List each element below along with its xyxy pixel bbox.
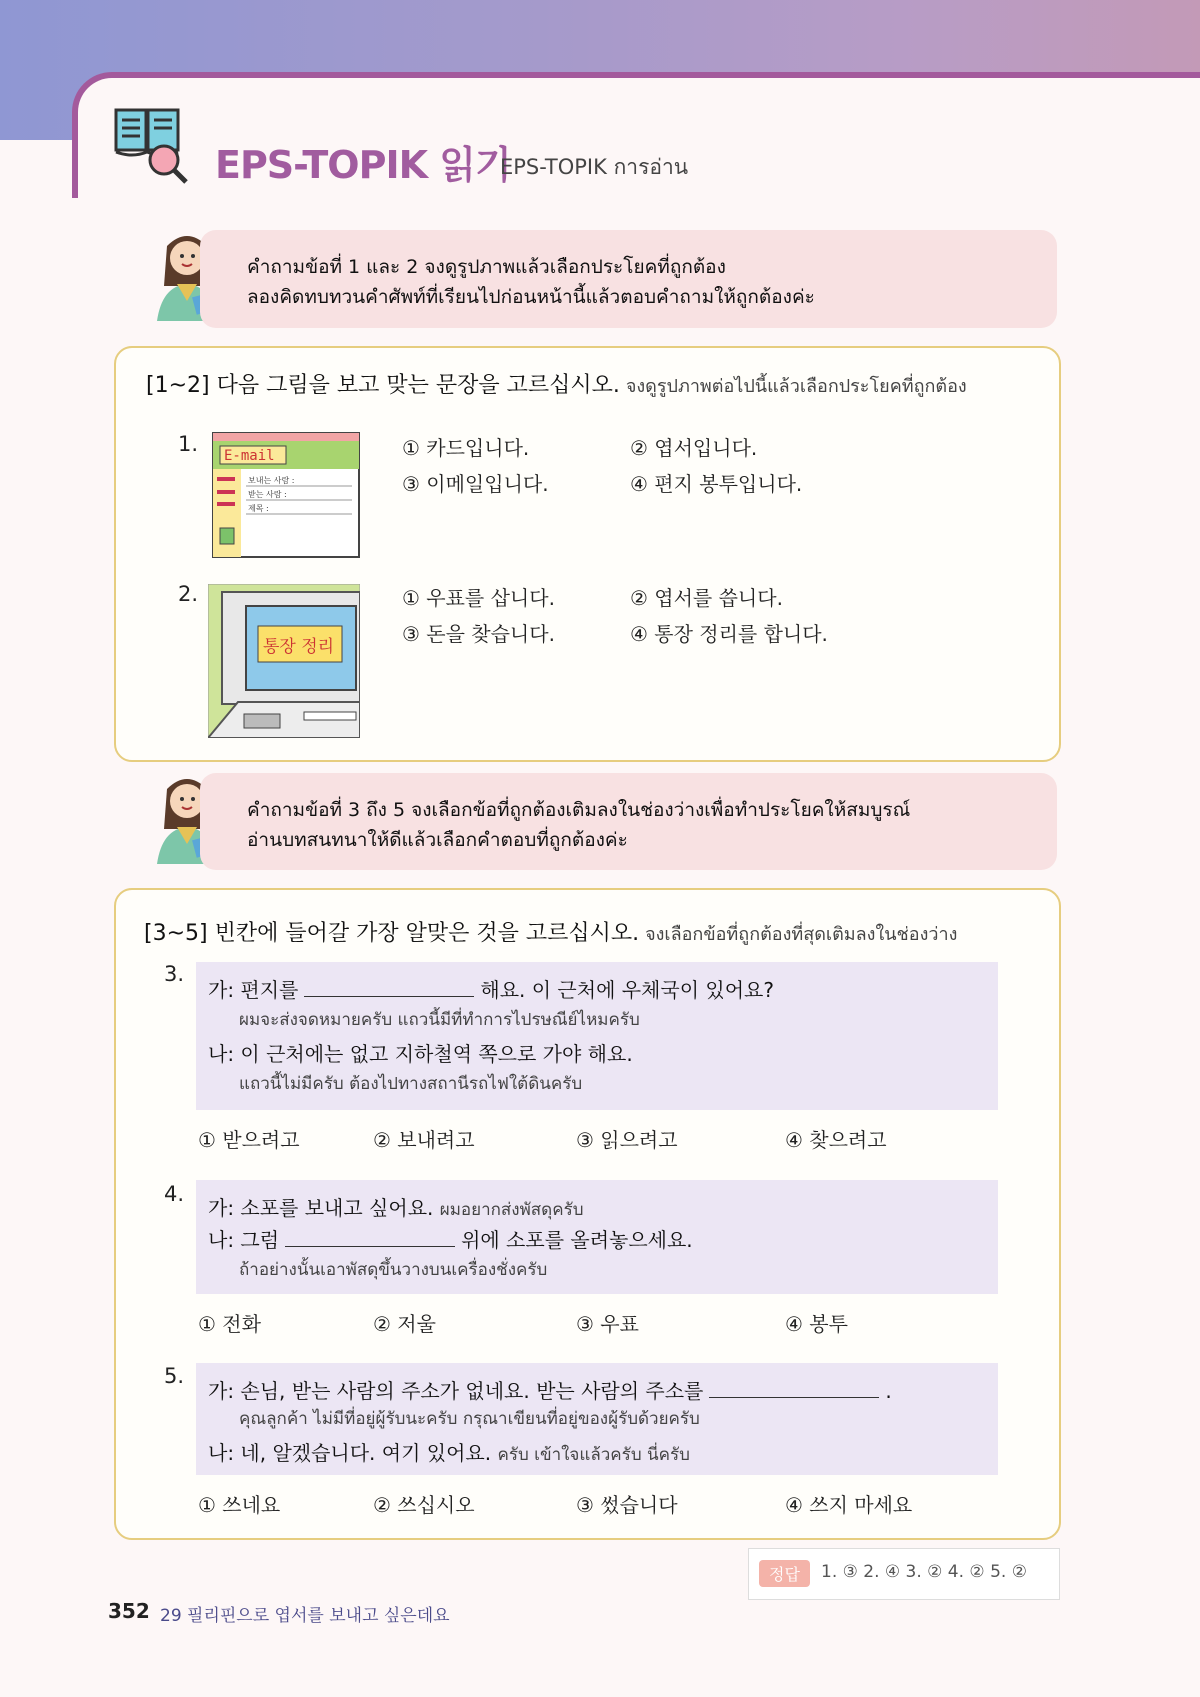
page-subtitle: EPS-TOPIK การอ่าน — [500, 155, 689, 179]
atm-illustration — [208, 584, 360, 738]
email-illustration — [212, 432, 360, 558]
q1-option-3[interactable]: ③ 이메일입니다. — [402, 472, 549, 496]
q4-line-a-thai: ผมอยากส่งพัสดุครับ — [439, 1200, 584, 1220]
page-title: EPS-TOPIK 읽기 — [215, 143, 511, 187]
section-1-heading-thai: จงดูรูปภาพต่อไปนี้แล้วเลือกประโยคที่ถูกต้อง — [625, 376, 967, 397]
question-1-number: 1. — [178, 432, 199, 456]
q4-option-3[interactable]: ③ 우표 — [576, 1312, 639, 1336]
q4-option-2[interactable]: ② 저울 — [373, 1312, 436, 1336]
q3-line-a-post: 해요. 이 근처에 우체국이 있어요? — [480, 978, 774, 1002]
atm-illustration-text: 통장 정리 — [263, 637, 335, 657]
q3-line-a-pre: 가: 편지를 — [208, 978, 299, 1002]
q3-line-b: 나: 이 근처에는 없고 지하철역 쪽으로 가야 해요. — [208, 1042, 633, 1066]
question-2-number: 2. — [178, 582, 199, 606]
q1-option-4[interactable]: ④ 편지 봉투입니다. — [630, 472, 803, 496]
q3-line-a — [208, 974, 774, 1003]
answer-key-label: 정답 — [759, 1560, 810, 1587]
chapter-title: 29 필리핀으로 엽서를 보내고 싶은데요 — [160, 1606, 450, 1626]
hint-bubble-1 — [200, 230, 1057, 328]
q2-option-1[interactable]: ① 우표를 삽니다. — [402, 586, 555, 610]
book-magnifier-icon — [112, 106, 192, 186]
q3-line-a-thai: ผมจะส่งจดหมายครับ แถวนี้มีที่ทำการไปรษณีย์ไหมครับ — [239, 1010, 640, 1030]
q5-blank — [709, 1379, 879, 1398]
q2-option-4[interactable]: ④ 통장 정리를 합니다. — [630, 622, 828, 646]
q3-option-1[interactable]: ① 받으려고 — [198, 1128, 300, 1152]
q1-option-1[interactable]: ① 카드입니다. — [402, 436, 530, 460]
section-2-heading — [144, 916, 957, 948]
email-illustration-title: E-mail — [224, 448, 275, 464]
email-illustration-line-3: 제목 : — [248, 504, 269, 513]
q2-option-3[interactable]: ③ 돈을 찾습니다. — [402, 622, 555, 646]
hint-2-line-1: คำถามข้อที่ 3 ถึง 5 จงเลือกข้อที่ถูกต้องเติมลงในช่องว่างเพื่อทำประโยคให้สมบูรณ์ — [247, 799, 911, 821]
q4-line-b — [208, 1224, 693, 1253]
q3-option-3[interactable]: ③ 읽으려고 — [576, 1128, 678, 1152]
q5-dialogue — [196, 1363, 998, 1475]
q4-dialogue — [196, 1180, 998, 1294]
q5-option-4[interactable]: ④ 쓰지 마세요 — [785, 1493, 913, 1517]
q4-line-b-thai: ถ้าอย่างนั้นเอาพัสดุขึ้นวางบนเครื่องชั่งครับ — [239, 1260, 548, 1280]
q5-option-3[interactable]: ③ 썼습니다 — [576, 1493, 678, 1517]
answer-key-text: 1. ③ 2. ④ 3. ② 4. ② 5. ② — [821, 1562, 1027, 1582]
hint-bubble-2 — [200, 773, 1057, 870]
q3-line-b-thai: แถวนี้ไม่มีครับ ต้องไปทางสถานีรถไฟใต้ดินครับ — [239, 1074, 583, 1094]
email-illustration-line-1: 보내는 사람 : — [248, 476, 295, 485]
email-illustration-line-2: 받는 사람 : — [248, 490, 287, 499]
q5-line-a-thai: คุณลูกค้า ไม่มีที่อยู่ผู้รับนะครับ กรุณาเขียนที่อยู่ของผู้รับด้วยครับ — [239, 1409, 700, 1429]
q5-line-a — [208, 1375, 892, 1404]
q5-line-b-ko: 나: 네, 알겠습니다. 여기 있어요. — [208, 1441, 492, 1465]
section-1-heading — [146, 368, 967, 400]
hint-1-line-1: คำถามข้อที่ 1 และ 2 จงดูรูปภาพแล้วเลือกประโยคที่ถูกต้อง — [247, 256, 726, 278]
q2-option-2[interactable]: ② 엽서를 씁니다. — [630, 586, 783, 610]
question-5-number: 5. — [164, 1364, 185, 1388]
section-2-heading-ko: [3~5] 빈칸에 들어갈 가장 알맞은 것을 고르십시오. — [144, 921, 640, 946]
q1-option-2[interactable]: ② 엽서입니다. — [630, 436, 758, 460]
q3-option-4[interactable]: ④ 찾으려고 — [785, 1128, 887, 1152]
hint-2-line-2: อ่านบทสนทนาให้ดีแล้วเลือกคำตอบที่ถูกต้องค่ะ — [247, 829, 628, 851]
question-4-number: 4. — [164, 1182, 185, 1206]
q3-blank — [304, 978, 474, 997]
section-1-heading-ko: [1~2] 다음 그림을 보고 맞는 문장을 고르십시오. — [146, 373, 620, 398]
q4-option-4[interactable]: ④ 봉투 — [785, 1312, 848, 1336]
q5-line-b — [208, 1437, 690, 1468]
q4-line-a-ko: 가: 소포를 보내고 싶어요. — [208, 1196, 434, 1220]
q4-line-b-pre: 나: 그럼 — [208, 1228, 280, 1252]
q4-blank — [285, 1228, 455, 1247]
question-3-number: 3. — [164, 962, 185, 986]
q4-line-a — [208, 1192, 584, 1223]
section-2-heading-thai: จงเลือกข้อที่ถูกต้องที่สุดเติมลงในช่องว่าง — [645, 924, 958, 945]
q5-line-b-thai: ครับ เข้าใจแล้วครับ นี่ครับ — [497, 1445, 690, 1465]
q5-line-a-pre: 가: 손님, 받는 사람의 주소가 없네요. 받는 사람의 주소를 — [208, 1379, 704, 1403]
q3-dialogue — [196, 962, 998, 1110]
q4-line-b-post: 위에 소포를 올려놓으세요. — [461, 1228, 693, 1252]
q3-option-2[interactable]: ② 보내려고 — [373, 1128, 475, 1152]
answer-key-box — [748, 1548, 1060, 1600]
page-number: 352 — [108, 1599, 150, 1623]
q5-line-a-post: . — [885, 1379, 892, 1403]
q5-option-1[interactable]: ① 쓰네요 — [198, 1493, 281, 1517]
q4-option-1[interactable]: ① 전화 — [198, 1312, 261, 1336]
q5-option-2[interactable]: ② 쓰십시오 — [373, 1493, 475, 1517]
section-1-box — [114, 346, 1061, 762]
hint-1-line-2: ลองคิดทบทวนคำศัพท์ที่เรียนไปก่อนหน้านี้แล้วตอบคำถามให้ถูกต้องค่ะ — [247, 286, 815, 308]
